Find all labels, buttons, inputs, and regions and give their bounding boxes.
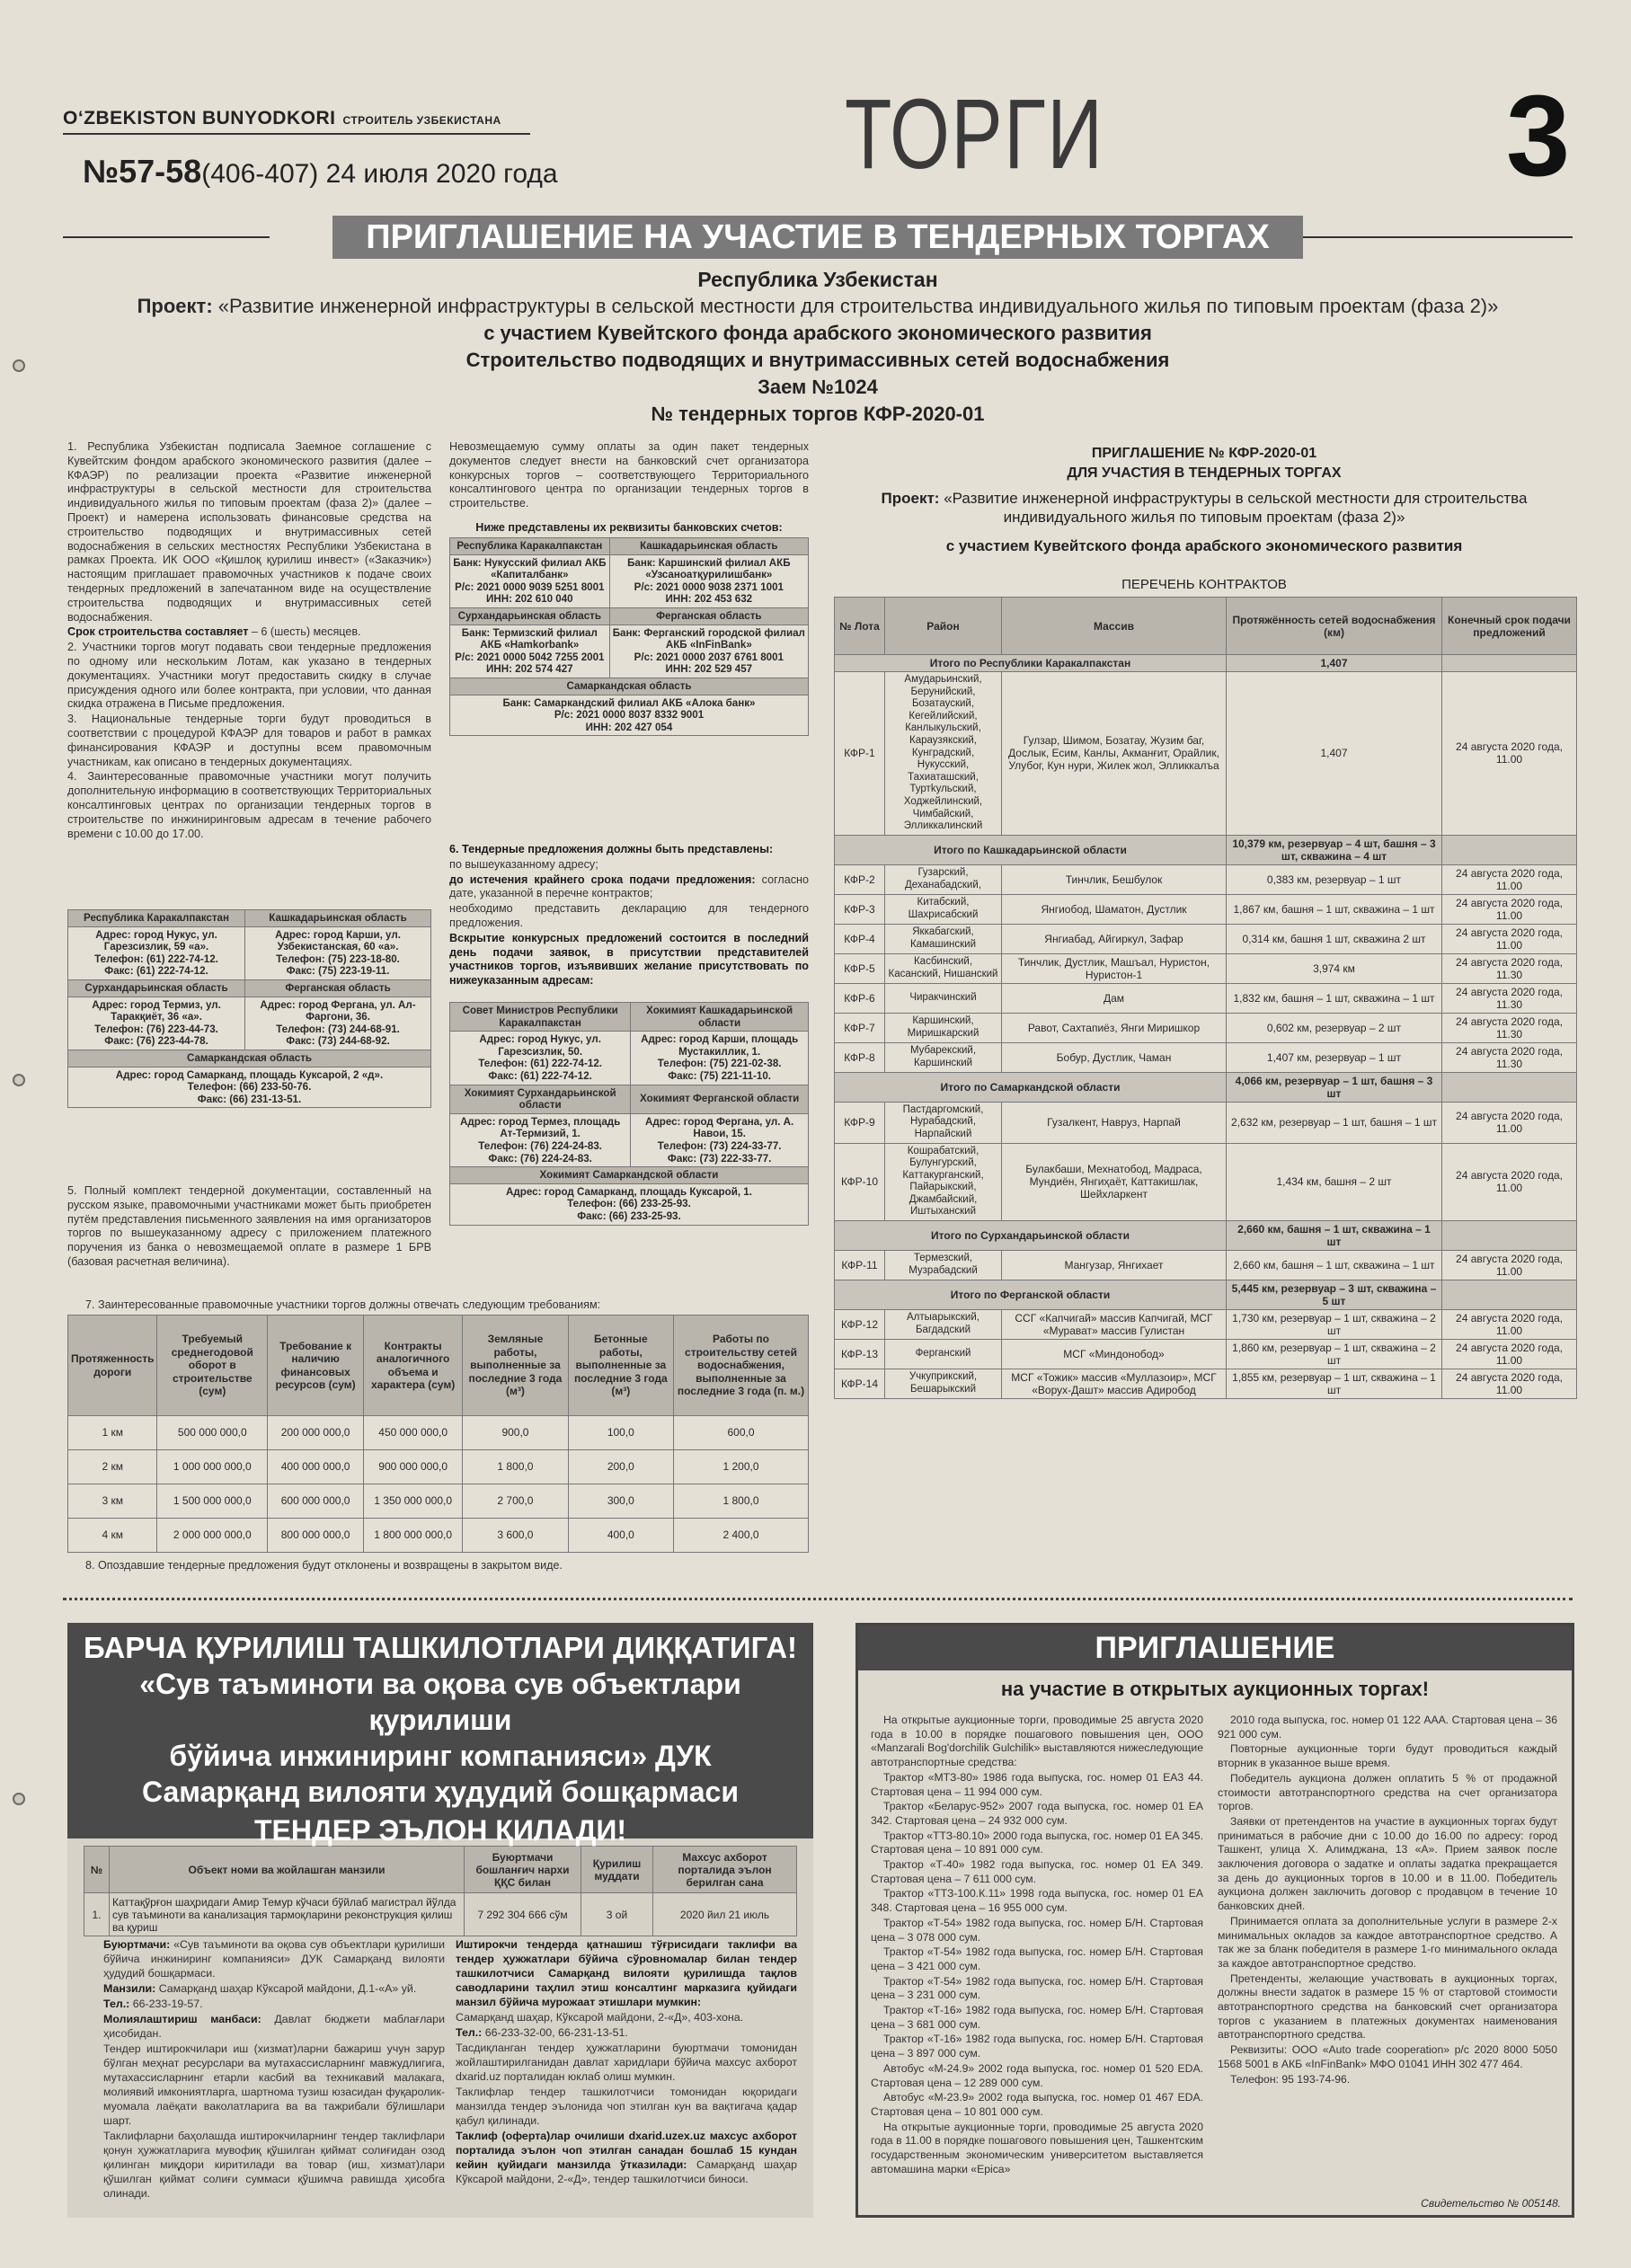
cell-massiv: Мангузар, Янгихает bbox=[1002, 1251, 1227, 1280]
column-header: Қурилиш муддати bbox=[581, 1847, 653, 1893]
cell-massiv: Дам bbox=[1002, 983, 1227, 1013]
region-header: Самаркандская область bbox=[68, 1050, 431, 1067]
address-cell: Адрес: город Нукус, ул. Гарезсизлик, 50. Телефон: (61) 222-74-12. Факс: (61) 222-74-12. bbox=[450, 1032, 631, 1085]
uzbek-ad-left-text bbox=[103, 1937, 445, 2202]
bank-caption: Ниже представлены их реквизиты банковских счетов: bbox=[475, 521, 783, 534]
punch-hole bbox=[13, 1793, 25, 1805]
empty-cell bbox=[1442, 655, 1577, 672]
cell-deadline: 24 августа 2020 года, 11.00 bbox=[1442, 1310, 1577, 1340]
cell-deadline: 24 августа 2020 года, 11.00 bbox=[1442, 894, 1577, 924]
column-header: Буюртмачи бошланғич нархи ҚҚС билан bbox=[465, 1847, 581, 1893]
bank-cell: Банк: Ферганский городской филиал АКБ «InFinBank» Р/с: 2021 0000 2037 6761 8001 ИНН: 202 529 457 bbox=[609, 625, 808, 678]
cell-district: Яккабагский, Камашинский bbox=[885, 924, 1002, 953]
cell-lot: КФР-4 bbox=[835, 924, 885, 953]
table-row bbox=[835, 983, 1577, 1013]
documents-text: Тасдиқланган тендер ҳужжатларини буюртмачи томонидан жойлаштирилганидан давлат харидлари бўйича махсус ахборот dxarid.uz порталидан юклаб олиш мумкин. bbox=[456, 2042, 797, 2083]
cell-len: 0,602 км, резервуар – 2 шт bbox=[1227, 1013, 1442, 1042]
uzbek-tender-ad bbox=[67, 1623, 813, 2218]
auction-paragraph: Принимается оплата за дополнительные услуги в размере 2-х минимальных окладов за каждое автотранспортное средство. А так же за бланк победителя в размере 1-го минимального оклада за каждое автотранспортное средство. bbox=[1218, 1914, 1557, 1970]
project-line: Проект: «Развитие инженерной инфраструктуры в сельской местности для строительства индивидуального жилья по типовым проектам (фаза 2)» bbox=[137, 295, 1499, 317]
subtotal-row bbox=[835, 835, 1577, 864]
empty-cell bbox=[1442, 1221, 1577, 1251]
table-row: 1 км 500 000 000,0 200 000 000,0 450 000 000,0 900,0 100,0 600,0 bbox=[68, 1416, 809, 1450]
region-header: Самаркандская область bbox=[450, 678, 809, 695]
cell-lot: КФР-14 bbox=[835, 1369, 885, 1399]
auction-paragraph: Трактор «ТТЗ-80.10» 2000 года выпуска, гос. номер 01 EA 345. Стартовая цена – 10 891 000 сум. bbox=[871, 1829, 1203, 1856]
cell-massiv: Равот, Сахтапиёз, Янги Миришкор bbox=[1002, 1013, 1227, 1042]
paper-subtitle: СТРОИТЕЛЬ УЗБЕКИСТАНА bbox=[342, 114, 501, 127]
paragraph-6-title: 6. Тендерные предложения должны быть представлены: bbox=[449, 843, 774, 855]
contracts-list-title: ПЕРЕЧЕНЬ КОНТРАКТОВ bbox=[1121, 577, 1287, 592]
uzbek-ad-table-wrap bbox=[67, 1838, 813, 1936]
submission-section bbox=[449, 843, 809, 989]
opening-text: Таклиф (оферта)лар очилиши dxarid.uzex.uz махсус ахборот порталида эълон чоп этилган санадан бошлаб 15 кундан кейин қуйидаги манзилда ўтказилади: Самарқанд шаҳар Кўксарой майдони, 2-«Д», тендер ташкилотчиси биноси. bbox=[456, 2130, 797, 2185]
cell-massiv: Янгиабад, Айгиркул, Зафар bbox=[1002, 924, 1227, 953]
paragraph-7: 7. Заинтересованные правомочные участники торгов должны отвечать следующим требованиям: bbox=[85, 1298, 601, 1311]
opening-address-table bbox=[449, 1002, 809, 1226]
tender-number: № тендерных торгов КФР-2020-01 bbox=[651, 403, 985, 425]
region-header: Совет Министров Республики Каракалпакстан bbox=[450, 1003, 631, 1032]
cell-len: 2,660 км, башня – 1 шт, скважина – 1 шт bbox=[1227, 1251, 1442, 1280]
issue-date: 24 июля 2020 года bbox=[325, 159, 558, 189]
bank-cell: Банк: Самаркандский филиал АКБ «Алока банк» Р/с: 2021 0000 8037 8332 9001 ИНН: 202 427 054 bbox=[450, 695, 809, 736]
cell-massiv: Тинчлик, Дустлик, Машъал, Нуристон, Нуристон-1 bbox=[1002, 953, 1227, 983]
column-header: Бетонные работы, выполненные за последние 3 года (м³) bbox=[568, 1316, 673, 1416]
issue-line bbox=[83, 153, 558, 190]
column-header: Контракты аналогичного объема и характера (сум) bbox=[364, 1316, 463, 1416]
uzbek-ad-org: Самарқанд вилояти ҳудудий бошқармаси bbox=[142, 1776, 739, 1808]
cell-len: 1,407 км, резервуар – 1 шт bbox=[1227, 1042, 1442, 1072]
paragraph-6-a: по вышеуказанному адресу; bbox=[449, 857, 598, 871]
column-header: Объект номи ва жойлашган манзили bbox=[110, 1847, 465, 1893]
cell-len: 3,974 км bbox=[1227, 953, 1442, 983]
paragraph-6-d: Вскрытие конкурсных предложений состоится в последний день подачи заявок, в присутствии представителей участников торгов, изъявивших желание присутствовать по нижеуказанным адресам: bbox=[449, 931, 809, 988]
cell-district: Амударьинский, Берунийский, Бозатауский, Кегейлийский, Канлыкульский, Караузякский, Кунградский, Нукусский, Тахиаташский, Туртkульский, Ходжейлинский, Чимбайский, Элликкалинский bbox=[885, 672, 1002, 836]
column-header: Протяженность дороги bbox=[68, 1316, 157, 1416]
auction-paragraph: Трактор «МТЗ-80» 1986 года выпуска, гос. номер 01 EA3 44. Стартовая цена – 11 994 000 сум. bbox=[871, 1770, 1203, 1798]
empty-cell bbox=[1442, 1072, 1577, 1102]
consult-address-table bbox=[67, 909, 431, 1108]
address-cell: Адрес: город Термиз, ул. Таракқиёт, 36 «а». Телефон: (76) 223-44-73. Факс: (76) 223-44-78. bbox=[68, 997, 245, 1050]
cell-deadline: 24 августа 2020 года, 11.00 bbox=[1442, 1340, 1577, 1369]
empty-cell bbox=[1442, 1280, 1577, 1310]
issue-range: (406-407) bbox=[201, 159, 319, 189]
cell-district: Пастдаргомский, Нурабадский, Нарпайский bbox=[885, 1102, 1002, 1143]
table-row: 1. Каттақўрғон шаҳридаги Амир Темур кўчаси бўйлаб магистрал йўлда сув таъминоти ва канализация тармоқларини реконструкция қилиш ва қуриш 7 292 304 666 сўм 3 ой 2020 йил 21 июль bbox=[84, 1893, 797, 1936]
table-row bbox=[835, 1042, 1577, 1072]
term-line: Срок строительства составляет – 6 (шесть) месяцев. bbox=[67, 625, 361, 639]
paragraph-6-b: до истечения крайнего срока подачи предложения: согласно дате, указанной в перечне контрактов; bbox=[449, 873, 809, 900]
cell-deadline: 24 августа 2020 года, 11.30 bbox=[1442, 953, 1577, 983]
cell-len: 1,867 км, башня – 1 шт, скважина – 1 шт bbox=[1227, 894, 1442, 924]
auction-paragraph: Претенденты, желающие участвовать в аукционных торгах, должны внести задаток в размере 15 % от стартовой стоимости автотранспортного средства на банковский счет организатора торгов с указанием в платежных документах наименования автотранспортного средства. bbox=[1218, 1971, 1557, 2042]
customer-line: Буюртмачи: «Сув таъминоти ва оқова сув объектлари қурилиши бўйича инжиниринг компанияси» ДУК Самарқанд вилояти ҳудудий бошқармаси. bbox=[103, 1938, 445, 1980]
cell-deadline: 24 августа 2020 года, 11.00 bbox=[1442, 1251, 1577, 1280]
contracts-title-2: ДЛЯ УЧАСТИЯ В ТЕНДЕРНЫХ ТОРГАХ bbox=[1067, 465, 1342, 481]
cell-district: Гузарский, Деханабадский, bbox=[885, 864, 1002, 894]
column-header: Земляные работы, выполненные за последние 3 года (м³) bbox=[463, 1316, 568, 1416]
region-header: Республика Каракалпакстан bbox=[450, 538, 610, 555]
cell-massiv: ССГ «Капчигай» массив Капчигай, МСГ «Мурават» массив Гулистан bbox=[1002, 1310, 1227, 1340]
subtotal-value: 2,660 км, башня – 1 шт, скважина – 1 шт bbox=[1227, 1221, 1442, 1251]
table-row bbox=[835, 864, 1577, 894]
table-row: 4 км 2 000 000 000,0 800 000 000,0 1 800 000 000,0 3 600,0 400,0 2 400,0 bbox=[68, 1519, 809, 1553]
project-name: «Развитие инженерной инфраструктуры в сельской местности для строительства индивидуального жилья по типовым проектам (фаза 2)» bbox=[217, 295, 1499, 317]
cell-district: Кошрабатский, Булунгурский, Каттакурганский, Пайарыкский, Джамбайский, Иштыханский bbox=[885, 1143, 1002, 1221]
address-cell: Адрес: город Нукус, ул. Гарезсизлик, 59 «а». Телефон: (61) 222-74-12. Факс: (61) 222-74-12. bbox=[68, 926, 245, 979]
auction-paragraph: 2010 года выпуска, гос. номер 01 122 AAA. Стартовая цена – 36 921 000 сум. bbox=[1218, 1714, 1557, 1741]
auction-paragraph: Трактор «Т-54» 1982 года выпуска, гос. номер Б/Н. Стартовая цена – 3 421 000 сум. bbox=[871, 1945, 1203, 1972]
inquiry-phone: Тел.: 66-233-32-00, 66-231-13-51. bbox=[456, 2026, 628, 2039]
auction-paragraph: Победитель аукциона должен оплатить 5 % от продажной стоимости автотранспортного средства на счет организатора торгов. bbox=[1218, 1771, 1557, 1813]
subtotal-label: Итого по Сурхандарьинской области bbox=[835, 1221, 1227, 1251]
evaluation-text: Таклифларни баҳолашда иштирокчиларнинг тендер таклифлари қонун ҳужжатларига мувофиқ қўшилган қиймат солиғидан озод қилинган миқдори киритилади ва товар (иш, хизмат)лари қўшилган қиймат солиғи суммаси қўшимча равишда ҳисобга олинади. bbox=[103, 2130, 445, 2200]
region-header: Хокимият Сурхандарьинской области bbox=[450, 1085, 631, 1113]
contracts-table bbox=[834, 597, 1577, 1399]
cell-massiv: МСГ «Тожик» массив «Муллазоир», МСГ «Ворух-Дашт» массив Адиробод bbox=[1002, 1369, 1227, 1399]
auction-paragraph: Трактор «Беларус-952» 2007 года выпуска, гос. номер 01 EA 342. Стартовая цена – 24 932 000 сум. bbox=[871, 1800, 1203, 1827]
column-header: Массив bbox=[1002, 598, 1227, 655]
cell-district: Касбинский, Касанский, Нишанский bbox=[885, 953, 1002, 983]
tender-left-column bbox=[67, 440, 431, 842]
column-header: Конечный срок подачи предложений bbox=[1442, 598, 1577, 655]
auction-ad bbox=[855, 1623, 1574, 2218]
section-divider bbox=[63, 1598, 1573, 1600]
masthead-rule bbox=[63, 133, 530, 135]
cell-lot: КФР-2 bbox=[835, 864, 885, 894]
phone-line: Тел.: 66-233-19-57. bbox=[103, 1998, 203, 2010]
paragraph-4: 4. Заинтересованные правомочные участники могут получить дополнительную информацию в соответствующих Территориальных консалтинговых центрах по организации тендерных торгов в строительстве по инжиниринговым адресам в течение рабочего времени с 10.00 до 17.00. bbox=[67, 770, 431, 840]
requirements-table bbox=[67, 1315, 809, 1553]
auction-paragraph: Трактор «Т-16» 1982 года выпуска, гос. номер Б/Н. Стартовая цена – 3 681 000 сум. bbox=[871, 2004, 1203, 2031]
divider bbox=[63, 236, 270, 238]
subtotal-label: Итого по Самаркандской области bbox=[835, 1072, 1227, 1102]
address-cell: Адрес: город Фергана, ул. Ал-Фаргони, 36. Телефон: (73) 244-68-91. Факс: (73) 244-68-92. bbox=[245, 997, 431, 1050]
auction-paragraph: Телефон: 95 193-74-96. bbox=[1230, 2072, 1351, 2086]
address-cell: Адрес: город Самарканд, площадь Куксарой, 1. Телефон: (66) 233-25-93. Факс: (66) 233-25-93. bbox=[450, 1183, 809, 1225]
subtotal-label: Итого по Ферганской области bbox=[835, 1280, 1227, 1310]
subtotal-value: 4,066 км, резервуар – 1 шт, башня – 3 шт bbox=[1227, 1072, 1442, 1102]
contracts-project: Проект: «Развитие инженерной инфраструктуры в сельской местности для строительства индивидуального жилья по типовым проектам (фаза 2)» bbox=[881, 490, 1528, 526]
auction-paragraph: Трактор «Т-54» 1982 года выпуска, гос. номер Б/Н. Стартовая цена – 3 078 000 сум. bbox=[871, 1916, 1203, 1944]
uzbek-ad-header bbox=[67, 1623, 813, 1847]
auction-subtitle: на участие в открытых аукционных торгах! bbox=[1000, 1678, 1430, 1700]
punch-hole bbox=[13, 359, 25, 372]
column-header: Район bbox=[885, 598, 1002, 655]
subtotal-value: 1,407 bbox=[1227, 655, 1442, 672]
cell-district: Китабский, Шахрисабский bbox=[885, 894, 1002, 924]
cell-deadline: 24 августа 2020 года, 11.00 bbox=[1442, 864, 1577, 894]
contracts-title-1: ПРИГЛАШЕНИЕ № КФР-2020-01 bbox=[1091, 446, 1317, 461]
paper-name: O‘ZBEKISTON BUNYODKORI СТРОИТЕЛЬ УЗБЕКИСТАНА bbox=[63, 108, 501, 128]
auction-paragraph: Трактор «Т-40» 1982 года выпуска, гос. номер 01 EA 349. Стартовая цена – 7 611 000 сум. bbox=[871, 1858, 1203, 1885]
cell-deadline: 24 августа 2020 года, 11.00 bbox=[1442, 924, 1577, 953]
cell-len: 1,434 км, башня – 2 шт bbox=[1227, 1143, 1442, 1221]
tender-banner-title: ПРИГЛАШЕНИЕ НА УЧАСТИЕ В ТЕНДЕРНЫХ ТОРГАХ bbox=[366, 217, 1270, 256]
cell-district: Учкуприкский, Бешарыкский bbox=[885, 1369, 1002, 1399]
page-number: 3 bbox=[1506, 72, 1571, 200]
bank-cell: Банк: Каршинский филиал АКБ «Узсаноатқурилишбанк» Р/с: 2021 0000 9038 2371 1001 ИНН: 202 453 632 bbox=[609, 554, 808, 607]
certificate-number: Свидетельство № 005148. bbox=[1421, 2197, 1561, 2210]
auction-left-text bbox=[871, 1714, 1203, 2178]
column-header: Махсус ахборот порталида эълон берилган сана bbox=[653, 1847, 797, 1893]
cell-lot: КФР-11 bbox=[835, 1251, 885, 1280]
subtotal-row bbox=[835, 1221, 1577, 1251]
auction-paragraph: Повторные аукционные торги будут проводиться каждый вторник в указанное выше время. bbox=[1218, 1742, 1557, 1770]
table-row bbox=[835, 1340, 1577, 1369]
empty-cell bbox=[1442, 835, 1577, 864]
uzbek-ad-org: «Сув таъминоти ва оқова сув объектлари қурилиши bbox=[139, 1668, 741, 1736]
loan-line: Заем №1024 bbox=[758, 376, 878, 398]
cell-len: 1,730 км, резервуар – 1 шт, скважина – 2 шт bbox=[1227, 1310, 1442, 1340]
subtotal-row bbox=[835, 1280, 1577, 1310]
bank-table bbox=[449, 537, 809, 736]
section-title: ТОРГИ bbox=[845, 79, 1104, 190]
region-header: Кашкадарьинская область bbox=[609, 538, 808, 555]
cell-massiv: Булакбаши, Мехнатобод, Мадраса, Мундиён, Янгиҳаёт, Каттакишлак, Шейхларкент bbox=[1002, 1143, 1227, 1221]
cell-district: Чиракчинский bbox=[885, 983, 1002, 1013]
address-cell: Адрес: город Фергана, ул. А. Навои, 15. Телефон: (73) 224-33-77. Факс: (73) 222-33-77. bbox=[631, 1113, 809, 1166]
cell-district: Мубарекский, Каршинский bbox=[885, 1042, 1002, 1072]
cell-massiv: Гулзар, Шимом, Бозатау, Жузим баг, Дослык, Есим, Канлы, Акманғит, Орайлик, Улубог, Кун нури, Жилек жол, Элликкалъа bbox=[1002, 672, 1227, 836]
auction-paragraph: Автобус «М-24.9» 2002 года выпуска, гос. номер 01 520 EDA. Стартовая цена – 12 289 000 сум. bbox=[871, 2061, 1203, 2089]
acceptance-text: Таклифлар тендер ташкилотчиси томонидан юқоридаги манзилда тендер эълонида чоп этилган кун ва вақтигача қадар қабул қилинади. bbox=[456, 2086, 797, 2127]
address-line: Манзили: Самарқанд шаҳар Кўксарой майдони, Д.1-«А» уй. bbox=[103, 1982, 417, 1995]
region-header: Хокимият Ферганской области bbox=[631, 1085, 809, 1113]
table-row bbox=[835, 1102, 1577, 1143]
cell-district: Каршинский, Миришкарский bbox=[885, 1013, 1002, 1042]
fund-line: с участием Кувейтского фонда арабского экономического развития bbox=[483, 322, 1152, 344]
cell-district: Ферганский bbox=[885, 1340, 1002, 1369]
auction-paragraph: Трактор «Т-54» 1982 года выпуска, гос. номер Б/Н. Стартовая цена – 3 231 000 сум. bbox=[871, 1974, 1203, 2002]
country: Республика Узбекистан bbox=[697, 268, 938, 291]
cell-lot: КФР-9 bbox=[835, 1102, 885, 1143]
paragraph-3: 3. Национальные тендерные торги будут проводиться в соответствии с процедурой КФАЭР для товаров и работ в рамках финансирования КФАЭР и доступны всем правомочным участникам, как описано в тендерных документациях. bbox=[67, 713, 431, 768]
auction-paragraph: Автобус «М-23.9» 2002 года выпуска, гос. номер 01 467 EDA. Стартовая цена – 10 801 000 сум. bbox=[871, 2091, 1203, 2118]
column-header: Требование к наличию финансовых ресурсов (сум) bbox=[268, 1316, 364, 1416]
cell-deadline: 24 августа 2020 года, 11.30 bbox=[1442, 1013, 1577, 1042]
paragraph-8: 8. Опоздавшие тендерные предложения будут отклонены и возвращены в закрытом виде. bbox=[85, 1559, 563, 1572]
region-header: Ферганская область bbox=[609, 607, 808, 625]
inquiry-address: Самарқанд шаҳар, Кўксарой майдони, 2-«Д», 403-хона. bbox=[456, 2011, 744, 2024]
auction-paragraph: Реквизиты: ООО «Auto trade cooperation» р/с 2020 8000 5050 1568 5001 в АКБ «InFinBank» МФО 01041 ИНН 302 477 464. bbox=[1218, 2043, 1557, 2070]
subtotal-value: 5,445 км, резервуар – 3 шт, скважина – 5 шт bbox=[1227, 1280, 1442, 1310]
region-header: Кашкадарьинская область bbox=[245, 910, 431, 927]
subtotal-row bbox=[835, 655, 1577, 672]
cell-district: Алтыарыкский, Багдадский bbox=[885, 1310, 1002, 1340]
address-cell: Адрес: город Самарканд, площадь Куксарой, 2 «д». Телефон: (66) 233-50-76. Факс: (66) 231-13-51. bbox=[68, 1067, 431, 1108]
region-header: Республика Каракалпакстан bbox=[68, 910, 245, 927]
uzbek-ad-heading: БАРЧА ҚУРИЛИШ ТАШКИЛОТЛАРИ ДИҚҚАТИГА! bbox=[83, 1631, 798, 1664]
requirements-text: Тендер иштирокчилари иш (хизмат)ларни бажариш учун зарур бўлган меҳнат ресурслари ва мутахассисларнинг мавжудлигига, мутахассисларнинг етарли касбий ва техникавий малакага, молиявий имкониятларга, шартнома тузиш юзасидан фуқаролик-муомала лаёқати ваколатларига ва ва тажрибали бўлишлари шарт. bbox=[103, 2042, 445, 2127]
auction-paragraph: Заявки от претендентов на участие в аукционных торгах будут приниматься в рабочие дни с 10.00 до 16.00 по адресу: город Ташкент, улица Х. Алимджана, 13 «А». Прием заявок после заключения договора о задатке и оплаты задатка прекращается за день до аукционных торгов в 10.00 и в 11.00. Победитель аукциона должен заключить договор с продавцом в течение 10 банковских дней. bbox=[1218, 1814, 1557, 1913]
punch-hole bbox=[13, 1074, 25, 1086]
cell-lot: КФР-12 bbox=[835, 1310, 885, 1340]
auction-paragraph: На открытые аукционные торги, проводимые 25 августа 2020 года в 10.00 в порядке пошагового повышения цен, ООО «Manzarali Bog'dorchilik Gulchilik» выставляются нижеследующие автотранспортные средства: bbox=[871, 1714, 1203, 1769]
subtotal-value: 10,379 км, резервуар – 4 шт, башня – 3 шт, скважина – 4 шт bbox=[1227, 835, 1442, 864]
uzbek-ad-org: бўйича инжиниринг компанияси» ДУК bbox=[169, 1740, 712, 1772]
cell-len: 1,407 bbox=[1227, 672, 1442, 836]
cell-len: 0,383 км, резервуар – 1 шт bbox=[1227, 864, 1442, 894]
table-row bbox=[835, 1143, 1577, 1221]
paragraph-1: 1. Республика Узбекистан подписала Заемное соглашение с Кувейтским фондом арабского экономического развития (далее – КФАЭР) по реализации проекта «Развитие инженерной инфраструктуры в сельской местности для строительства индивидуального жилья по типовым проектам (фаза 2)» (далее – Проект) и намерена использовать финансовые средства на строительство подводящих и внутримассивных сетей водоснабжения в сельских местностях Республики Узбекистана в рамках Проекта. ИК ООО «Қишлоқ қурилиш инвест» («Заказчик») настоящим приглашает правомочных участников к подаче своих тендерных предложений в запечатанном виде на осуществление строительства подводящих и внутримассивных сетей водоснабжения. bbox=[67, 440, 431, 624]
bank-cell: Банк: Термизский филиал АКБ «Hamkorbank» Р/с: 2021 0000 5042 7255 2001 ИНН: 202 574 427 bbox=[450, 625, 610, 678]
inquiry-text: Иштирокчи тендерда қатнашиш тўғрисидаги таклифи ва тендер ҳужжатлари бўйича сўровномалар билан тендер ташкилотчиси Самарқанд вилояти қурилишда тақлов саводларини таҳлил этиш консалтинг марказига қуйидаги манзил бўйича мурожаат этишлари мумкин: bbox=[456, 1938, 797, 2008]
table-row bbox=[835, 672, 1577, 836]
address-cell: Адрес: город Карши, ул. Узбекистанская, 60 «а». Телефон: (75) 223-18-80. Факс: (75) 223-19-11. bbox=[245, 926, 431, 979]
table-row bbox=[835, 1013, 1577, 1042]
cell-len: 1,860 км, резервуар – 1 шт, скважина – 2 шт bbox=[1227, 1340, 1442, 1369]
address-cell: Адрес: город Термез, площадь Ат-Термизий, 1. Телефон: (76) 224-24-83. Факс: (76) 224-24-83. bbox=[450, 1113, 631, 1166]
cell-deadline: 24 августа 2020 года, 11.00 bbox=[1442, 1143, 1577, 1221]
uzbek-ad-right-text bbox=[456, 1937, 797, 2187]
issue-number: №57-58 bbox=[83, 153, 202, 190]
cell-lot: КФР-3 bbox=[835, 894, 885, 924]
region-header: Сурхандарьинская область bbox=[450, 607, 610, 625]
auction-paragraph: Трактор «Т-16» 1982 года выпуска, гос. номер Б/Н. Стартовая цена – 3 897 000 сум. bbox=[871, 2033, 1203, 2060]
cell-deadline: 24 августа 2020 года, 11.00 bbox=[1442, 672, 1577, 836]
funding-line: Молиялаштириш манбаси: Давлат бюджети маблағлари ҳисобидан. bbox=[103, 2013, 445, 2040]
cell-len: 2,632 км, резервуар – 1 шт, башня – 1 шт bbox=[1227, 1102, 1442, 1143]
cell-len: 0,314 км, башня 1 шт, скважина 2 шт bbox=[1227, 924, 1442, 953]
paragraph-5: 5. Полный комплект тендерной документации, составленный на русском языке, правомочными участниками может быть приобретен путём представления письменного заявления на имя организаторов торгов по вышеуказанному адресу с приложением платежного поручения из банка о невозмещаемой оплате в размере 1 БРВ (базовая расчетная величина). bbox=[67, 1184, 431, 1268]
auction-title: ПРИГЛАШЕНИЕ bbox=[858, 1626, 1572, 1670]
subtotal-label: Итого по Кашкадарьинской области bbox=[835, 835, 1227, 864]
cell-deadline: 24 августа 2020 года, 11.00 bbox=[1442, 1102, 1577, 1143]
table-row: 3 км 1 500 000 000,0 600 000 000,0 1 350 000 000,0 2 700,0 300,0 1 800,0 bbox=[68, 1484, 809, 1519]
auction-paragraph: На открытые аукционные торги, проводимые 25 августа 2020 года в 11.00 в порядке пошагового повышения цен, Ташкентским государственным экономическим университетом выставляется автомашина марки «Epica» bbox=[871, 2120, 1203, 2175]
subtotal-row bbox=[835, 1072, 1577, 1102]
table-row bbox=[835, 894, 1577, 924]
cell-lot: КФР-13 bbox=[835, 1340, 885, 1369]
works-line: Строительство подводящих и внутримассивных сетей водоснабжения bbox=[465, 349, 1170, 371]
column-header: № bbox=[84, 1847, 110, 1893]
cell-lot: КФР-1 bbox=[835, 672, 885, 836]
cell-len: 1,855 км, резервуар – 1 шт, скважина – 1 шт bbox=[1227, 1369, 1442, 1399]
cell-lot: КФР-7 bbox=[835, 1013, 885, 1042]
auction-paragraph: Трактор «ТТЗ-100.К.11» 1998 года выпуска, гос. номер 01 EA 348. Стартовая цена – 16 955 000 сум. bbox=[871, 1887, 1203, 1915]
region-header: Хокимият Самаркандской области bbox=[450, 1167, 809, 1184]
table-row bbox=[835, 1251, 1577, 1280]
address-cell: Адрес: город Карши, площадь Мустакиллик, 1. Телефон: (75) 221-02-38. Факс: (75) 221-11-10. bbox=[631, 1032, 809, 1085]
uzbek-ad-announce: ТЕНДЕР ЭЪЛОН ҚИЛАДИ! bbox=[253, 1814, 627, 1847]
subtotal-label: Итого по Республики Каракалпакстан bbox=[835, 655, 1227, 672]
cell-massiv: Гузалкент, Навруз, Нарпай bbox=[1002, 1102, 1227, 1143]
bank-cell: Банк: Нукусский филиал АКБ «Капиталбанк» Р/с: 2021 0000 9039 5251 8001 ИНН: 202 610 040 bbox=[450, 554, 610, 607]
cell-deadline: 24 августа 2020 года, 11.30 bbox=[1442, 1042, 1577, 1072]
paragraph-2: 2. Участники торгов могут подавать свои тендерные предложения по одному или нескольким Лотам, как указано в тендерных документациях. Участники могут предоставить скидку в случае присуждения одного или более контракта, при условии, что данная скидка отражена в Письме предложения. bbox=[67, 641, 431, 711]
column-header: Протяжённость сетей водоснабжения (км) bbox=[1227, 598, 1442, 655]
cell-massiv: Бобур, Дустлик, Чаман bbox=[1002, 1042, 1227, 1072]
divider bbox=[1303, 236, 1573, 238]
cell-district: Термезский, Музрабадский bbox=[885, 1251, 1002, 1280]
table-row bbox=[835, 924, 1577, 953]
table-row: 2 км 1 000 000 000,0 400 000 000,0 900 000 000,0 1 800,0 200,0 1 200,0 bbox=[68, 1450, 809, 1484]
cell-lot: КФР-6 bbox=[835, 983, 885, 1013]
table-row bbox=[835, 953, 1577, 983]
table-row bbox=[835, 1310, 1577, 1340]
cell-massiv: Тинчлик, Бешбулок bbox=[1002, 864, 1227, 894]
cell-lot: КФР-5 bbox=[835, 953, 885, 983]
table-row bbox=[835, 1369, 1577, 1399]
cell-massiv: Янгиобод, Шаматон, Дустлик bbox=[1002, 894, 1227, 924]
cell-lot: КФР-8 bbox=[835, 1042, 885, 1072]
auction-right-text bbox=[1218, 1714, 1557, 2087]
region-header: Ферганская область bbox=[245, 979, 431, 997]
paragraph-6-c: необходимо представить декларацию для тендерного предложения. bbox=[449, 902, 809, 929]
cell-lot: КФР-10 bbox=[835, 1143, 885, 1221]
column-header: Требуемый среднегодовой оборот в строительстве (сум) bbox=[157, 1316, 268, 1416]
cell-len: 1,832 км, башня – 1 шт, скважина – 1 шт bbox=[1227, 983, 1442, 1013]
fee-paragraph: Невозмещаемую сумму оплаты за один пакет тендерных документов следует внести на банковский счет организатора конкурсных торгов – соответствующего Территориального консалтингового центра по организации тендерных торгов в строительстве. bbox=[449, 440, 809, 510]
cell-deadline: 24 августа 2020 года, 11.30 bbox=[1442, 983, 1577, 1013]
cell-deadline: 24 августа 2020 года, 11.00 bbox=[1442, 1369, 1577, 1399]
region-header: Сурхандарьинская область bbox=[68, 979, 245, 997]
column-header: № Лота bbox=[835, 598, 885, 655]
contracts-fund: с участием Кувейтского фонда арабского экономического развития bbox=[945, 537, 1463, 554]
column-header: Работы по строительству сетей водоснабжения, выполненные за последние 3 года (п. м.) bbox=[674, 1316, 809, 1416]
cell-massiv: МСГ «Миндонобод» bbox=[1002, 1340, 1227, 1369]
region-header: Хокимият Кашкадарьинской области bbox=[631, 1003, 809, 1032]
